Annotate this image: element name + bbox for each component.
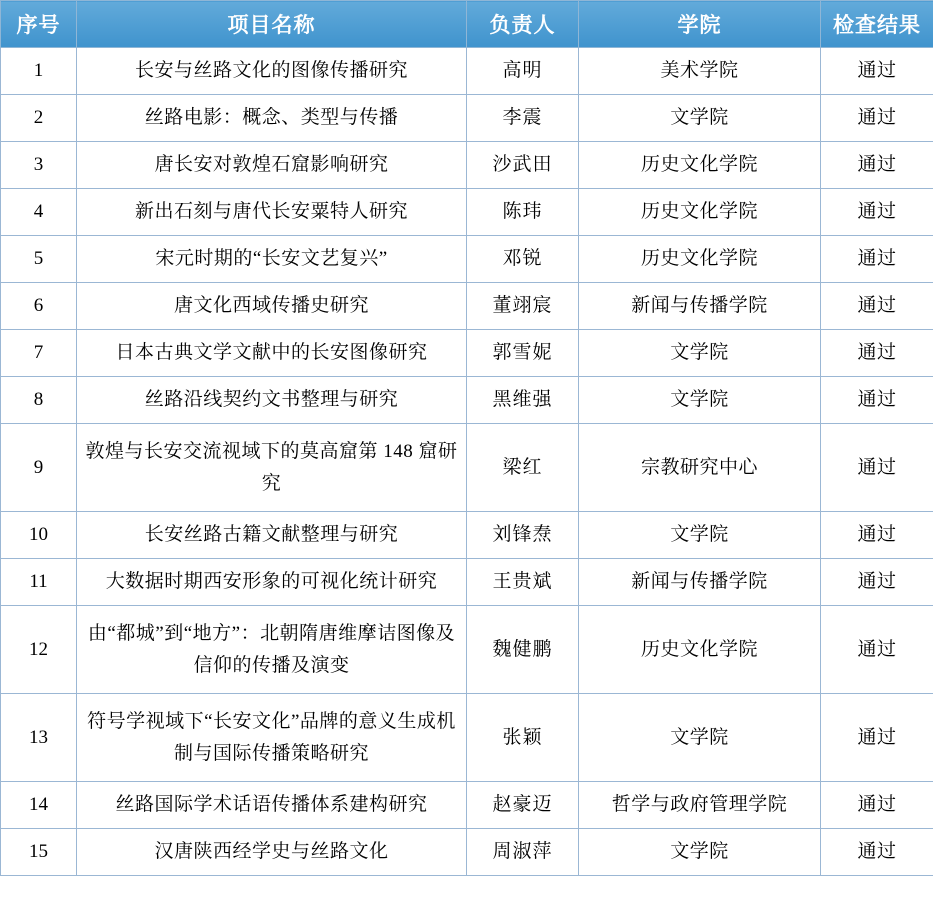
cell-leader: 董翊宸	[467, 283, 579, 330]
cell-result: 通过	[821, 330, 933, 377]
cell-result: 通过	[821, 48, 933, 95]
cell-project-name: 丝路电影：概念、类型与传播	[77, 95, 467, 142]
cell-result: 通过	[821, 606, 933, 694]
cell-college: 文学院	[579, 95, 821, 142]
cell-project-name: 日本古典文学文献中的长安图像研究	[77, 330, 467, 377]
cell-leader: 高明	[467, 48, 579, 95]
cell-no: 11	[1, 559, 77, 606]
cell-leader: 魏健鹏	[467, 606, 579, 694]
cell-result: 通过	[821, 782, 933, 829]
cell-no: 5	[1, 236, 77, 283]
cell-leader: 王贵斌	[467, 559, 579, 606]
table-row	[1, 283, 933, 330]
table-header-row	[1, 1, 933, 48]
cell-project-name: 大数据时期西安形象的可视化统计研究	[77, 559, 467, 606]
cell-no: 4	[1, 189, 77, 236]
cell-result: 通过	[821, 236, 933, 283]
cell-project-name: 唐文化西域传播史研究	[77, 283, 467, 330]
cell-project-name: 新出石刻与唐代长安粟特人研究	[77, 189, 467, 236]
cell-result: 通过	[821, 95, 933, 142]
cell-college: 文学院	[579, 330, 821, 377]
cell-college: 文学院	[579, 512, 821, 559]
cell-result: 通过	[821, 377, 933, 424]
cell-leader: 沙武田	[467, 142, 579, 189]
table-row	[1, 189, 933, 236]
cell-leader: 张颖	[467, 694, 579, 782]
cell-college: 宗教研究中心	[579, 424, 821, 512]
cell-result: 通过	[821, 283, 933, 330]
table-header	[1, 1, 933, 48]
cell-college: 历史文化学院	[579, 236, 821, 283]
table-row	[1, 606, 933, 694]
cell-leader: 黑维强	[467, 377, 579, 424]
table-row	[1, 694, 933, 782]
cell-result: 通过	[821, 142, 933, 189]
cell-college: 哲学与政府管理学院	[579, 782, 821, 829]
cell-no: 14	[1, 782, 77, 829]
cell-college: 美术学院	[579, 48, 821, 95]
cell-project-name: 长安丝路古籍文献整理与研究	[77, 512, 467, 559]
cell-no: 13	[1, 694, 77, 782]
cell-no: 6	[1, 283, 77, 330]
table-body	[1, 48, 933, 876]
cell-project-name: 敦煌与长安交流视域下的莫高窟第 148 窟研究	[77, 424, 467, 512]
table-row	[1, 95, 933, 142]
table-row	[1, 559, 933, 606]
column-header-no: 序号	[1, 1, 77, 48]
cell-leader: 郭雪妮	[467, 330, 579, 377]
cell-college: 文学院	[579, 829, 821, 876]
cell-no: 8	[1, 377, 77, 424]
table-row	[1, 829, 933, 876]
cell-project-name: 由“都城”到“地方”：北朝隋唐维摩诘图像及信仰的传播及演变	[77, 606, 467, 694]
column-header-college: 学院	[579, 1, 821, 48]
cell-leader: 赵豪迈	[467, 782, 579, 829]
table-row	[1, 330, 933, 377]
cell-no: 3	[1, 142, 77, 189]
cell-no: 1	[1, 48, 77, 95]
table-row	[1, 236, 933, 283]
cell-project-name: 丝路国际学术话语传播体系建构研究	[77, 782, 467, 829]
cell-college: 文学院	[579, 377, 821, 424]
table-row	[1, 142, 933, 189]
cell-project-name: 汉唐陕西经学史与丝路文化	[77, 829, 467, 876]
cell-leader: 李震	[467, 95, 579, 142]
cell-no: 15	[1, 829, 77, 876]
column-header-leader: 负责人	[467, 1, 579, 48]
cell-project-name: 符号学视域下“长安文化”品牌的意义生成机制与国际传播策略研究	[77, 694, 467, 782]
cell-college: 历史文化学院	[579, 142, 821, 189]
cell-project-name: 宋元时期的“长安文艺复兴”	[77, 236, 467, 283]
cell-no: 10	[1, 512, 77, 559]
cell-project-name: 丝路沿线契约文书整理与研究	[77, 377, 467, 424]
table-row	[1, 512, 933, 559]
table-row	[1, 48, 933, 95]
cell-result: 通过	[821, 829, 933, 876]
cell-college: 历史文化学院	[579, 189, 821, 236]
cell-no: 9	[1, 424, 77, 512]
cell-college: 新闻与传播学院	[579, 283, 821, 330]
cell-college: 新闻与传播学院	[579, 559, 821, 606]
cell-result: 通过	[821, 189, 933, 236]
column-header-name: 项目名称	[77, 1, 467, 48]
table-row	[1, 782, 933, 829]
table-row	[1, 377, 933, 424]
cell-leader: 梁红	[467, 424, 579, 512]
column-header-result: 检查结果	[821, 1, 933, 48]
cell-college: 文学院	[579, 694, 821, 782]
cell-college: 历史文化学院	[579, 606, 821, 694]
cell-no: 12	[1, 606, 77, 694]
cell-leader: 邓锐	[467, 236, 579, 283]
cell-result: 通过	[821, 559, 933, 606]
cell-result: 通过	[821, 424, 933, 512]
cell-project-name: 唐长安对敦煌石窟影响研究	[77, 142, 467, 189]
cell-no: 7	[1, 330, 77, 377]
cell-leader: 周淑萍	[467, 829, 579, 876]
table-row	[1, 424, 933, 512]
cell-no: 2	[1, 95, 77, 142]
cell-result: 通过	[821, 512, 933, 559]
cell-leader: 陈玮	[467, 189, 579, 236]
cell-result: 通过	[821, 694, 933, 782]
cell-leader: 刘锋焘	[467, 512, 579, 559]
cell-project-name: 长安与丝路文化的图像传播研究	[77, 48, 467, 95]
